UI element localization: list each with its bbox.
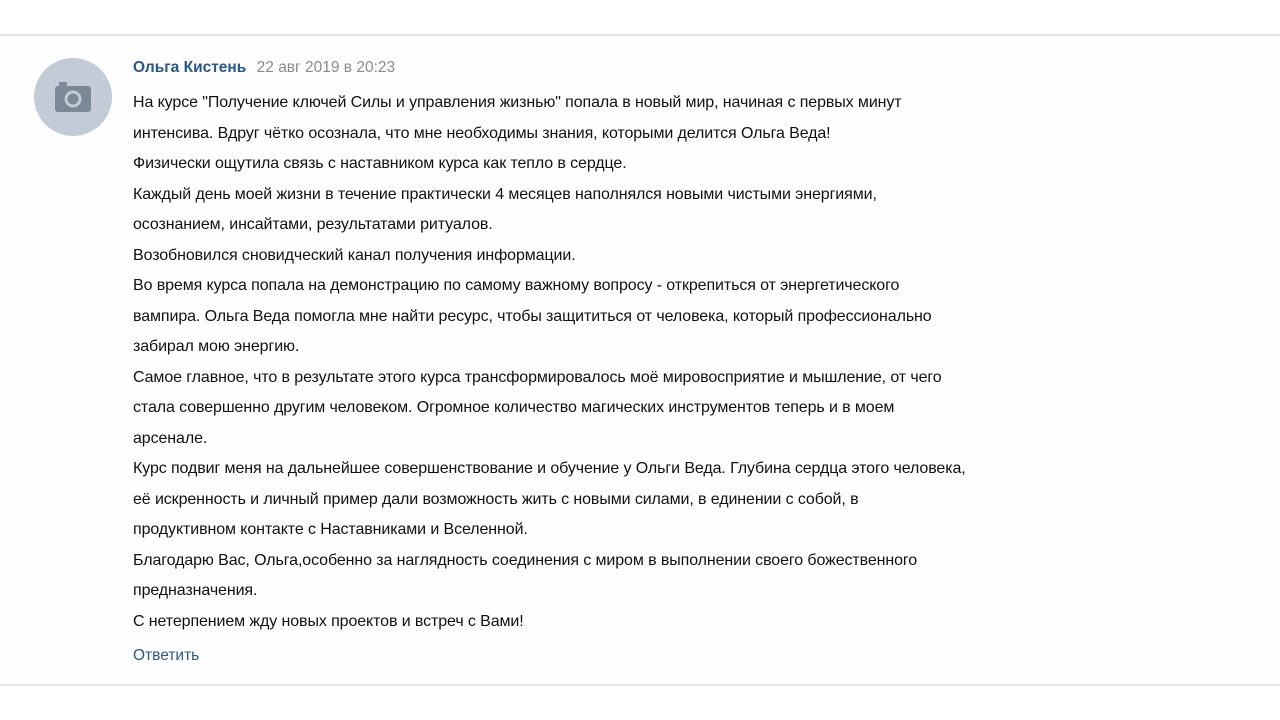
comment-line: Курс подвиг меня на дальнейшее совершенствование и обучение у Ольги Веда. Глубина сердца этого человека, bbox=[133, 460, 966, 477]
comment-line: забирал мою энергию. bbox=[133, 338, 300, 355]
comment-line: её искренность и личный пример дали возможность жить с новыми силами, в единении с собой, в bbox=[133, 490, 859, 508]
comment-line: предназначения. bbox=[133, 582, 258, 599]
comment-card bbox=[0, 34, 1280, 686]
comment-line: На курсе "Получение ключей Силы и управления жизнью" попала в новый мир, начиная с первых минут bbox=[133, 94, 902, 111]
comment-header bbox=[133, 56, 1253, 82]
comment-line: С нетерпением жду новых проектов и встреч с Вами! bbox=[133, 612, 524, 630]
comment-line: Во время курса попала на демонстрацию по самому важному вопросу - открепиться от энергетического bbox=[133, 277, 900, 294]
comment-date[interactable]: 22 авг 2019 в 20:23 bbox=[256, 59, 396, 76]
comment-line: стала совершенно другим человеком. Огромное количество магических инструментов теперь и в моем bbox=[133, 399, 895, 416]
comment-line: Возобновился сновидческий канал получения информации. bbox=[133, 246, 576, 264]
comment-line: Каждый день моей жизни в течение практически 4 месяцев наполнялся новыми чистыми энергиями, bbox=[133, 185, 877, 203]
comment-body bbox=[133, 56, 1253, 665]
comment-line: Самое главное, что в результате этого курса трансформировалось моё мировосприятие и мышление, от чего bbox=[133, 368, 942, 386]
camera-icon bbox=[53, 80, 93, 114]
comment-line: Благодарю Вас, Ольга,особенно за наглядность соединения с миром в выполнении своего божественного bbox=[133, 551, 918, 569]
comment-line: интенсива. Вдруг чётко осознала, что мне необходимы знания, которыми делится Ольга Веда! bbox=[133, 124, 831, 142]
comment-line: осознанием, инсайтами, результатами ритуалов. bbox=[133, 216, 493, 233]
comment-line: арсенале. bbox=[133, 429, 208, 447]
comment-text bbox=[133, 88, 1253, 637]
reply-link[interactable]: Ответить bbox=[133, 647, 200, 664]
comment-line: вампира. Ольга Веда помогла мне найти ресурс, чтобы защититься от человека, который профессионально bbox=[133, 307, 932, 325]
avatar[interactable] bbox=[34, 58, 112, 136]
author-name[interactable]: Ольга Кистень bbox=[133, 59, 247, 76]
comment-line: продуктивном контакте с Наставниками и Вселенной. bbox=[133, 521, 528, 538]
comment-line: Физически ощутила связь с наставником курса как тепло в сердце. bbox=[133, 155, 627, 172]
